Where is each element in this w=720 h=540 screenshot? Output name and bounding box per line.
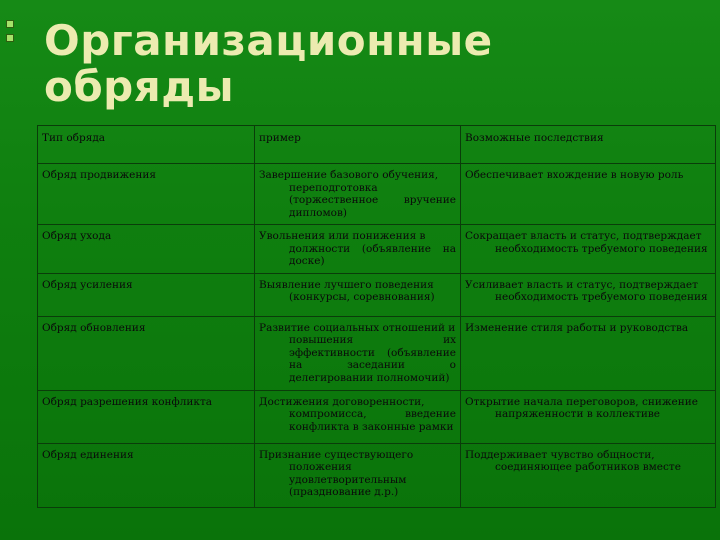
table-row <box>38 225 716 274</box>
cell-example-first-line: Выявление лучшего поведения <box>259 278 434 291</box>
cell-type: Обряд усиления <box>38 273 255 316</box>
cell-result <box>461 443 716 507</box>
cell-example-rest: повышения их эффективности (объявление на заседании о делегировании полномочий) <box>289 334 456 384</box>
cell-result <box>461 316 716 390</box>
table-row <box>38 390 716 443</box>
cell-type: Обряд ухода <box>38 225 255 274</box>
square-bullet-icon <box>6 20 14 28</box>
cell-example-first-line: Достижения договоренности, <box>259 395 425 408</box>
header-result: Возможные последствия <box>461 126 716 164</box>
cell-type: Обряд единения <box>38 443 255 507</box>
cell-type: Обряд разрешения конфликта <box>38 390 255 443</box>
rites-table <box>37 125 716 508</box>
cell-type: Обряд продвижения <box>38 164 255 225</box>
cell-result <box>461 390 716 443</box>
cell-result-first-line: Изменение стиля работы и руководства <box>465 321 689 334</box>
cell-example <box>255 443 461 507</box>
table-row <box>38 443 716 507</box>
cell-example-first-line: Развитие социальных отношений и <box>259 321 456 334</box>
cell-result-rest: соединяющее работников вместе <box>495 461 681 473</box>
cell-result-first-line: Обеспечивает вхождение в новую роль <box>465 169 684 181</box>
table-header-row <box>38 126 716 164</box>
cell-result <box>461 273 716 316</box>
decorative-bullets <box>6 20 14 48</box>
cell-result-first-line: Поддерживает чувство общности, <box>465 448 655 461</box>
cell-example <box>255 164 461 225</box>
cell-result-first-line: Сокращает власть и статус, подтверждает <box>465 230 702 242</box>
cell-result-rest: необходимость требуемого поведения <box>495 242 708 255</box>
slide-title <box>44 18 493 110</box>
cell-result <box>461 225 716 274</box>
cell-example <box>255 273 461 316</box>
cell-example-rest: (конкурсы, соревнования) <box>289 291 435 303</box>
header-type: Тип обряда <box>38 126 255 164</box>
cell-type: Обряд обновления <box>38 316 255 390</box>
cell-example-first-line: Признание существующего <box>259 448 414 461</box>
cell-example-rest: компромисса, введение конфликта в законные рамки <box>289 408 456 433</box>
table-row <box>38 273 716 316</box>
cell-result <box>461 164 716 225</box>
cell-result-first-line: Открытие начала переговоров, снижение <box>465 395 698 408</box>
cell-result-first-line: Усиливает власть и статус, подтверждает <box>465 278 698 291</box>
cell-example <box>255 225 461 274</box>
square-bullet-icon <box>6 34 14 42</box>
table-row <box>38 164 716 225</box>
table-row <box>38 316 716 390</box>
header-example: пример <box>255 126 461 164</box>
cell-example-rest: положения удовлетворительным (празднование д.р.) <box>289 461 407 498</box>
slide-title-line-2: обряды <box>44 62 235 111</box>
cell-example-first-line: Завершение базового обучения, <box>259 169 439 181</box>
cell-example-rest: должности (объявление на доске) <box>289 242 456 267</box>
cell-example <box>255 316 461 390</box>
cell-example <box>255 390 461 443</box>
cell-result-rest: необходимость требуемого поведения <box>495 291 708 303</box>
slide-title-line-1: Организационные <box>44 16 493 65</box>
cell-example-rest: переподготовка (торжественное вручение дипломов) <box>289 181 456 219</box>
cell-result-rest: напряженности в коллективе <box>495 408 661 420</box>
cell-example-first-line: Увольнения или понижения в <box>259 230 426 242</box>
